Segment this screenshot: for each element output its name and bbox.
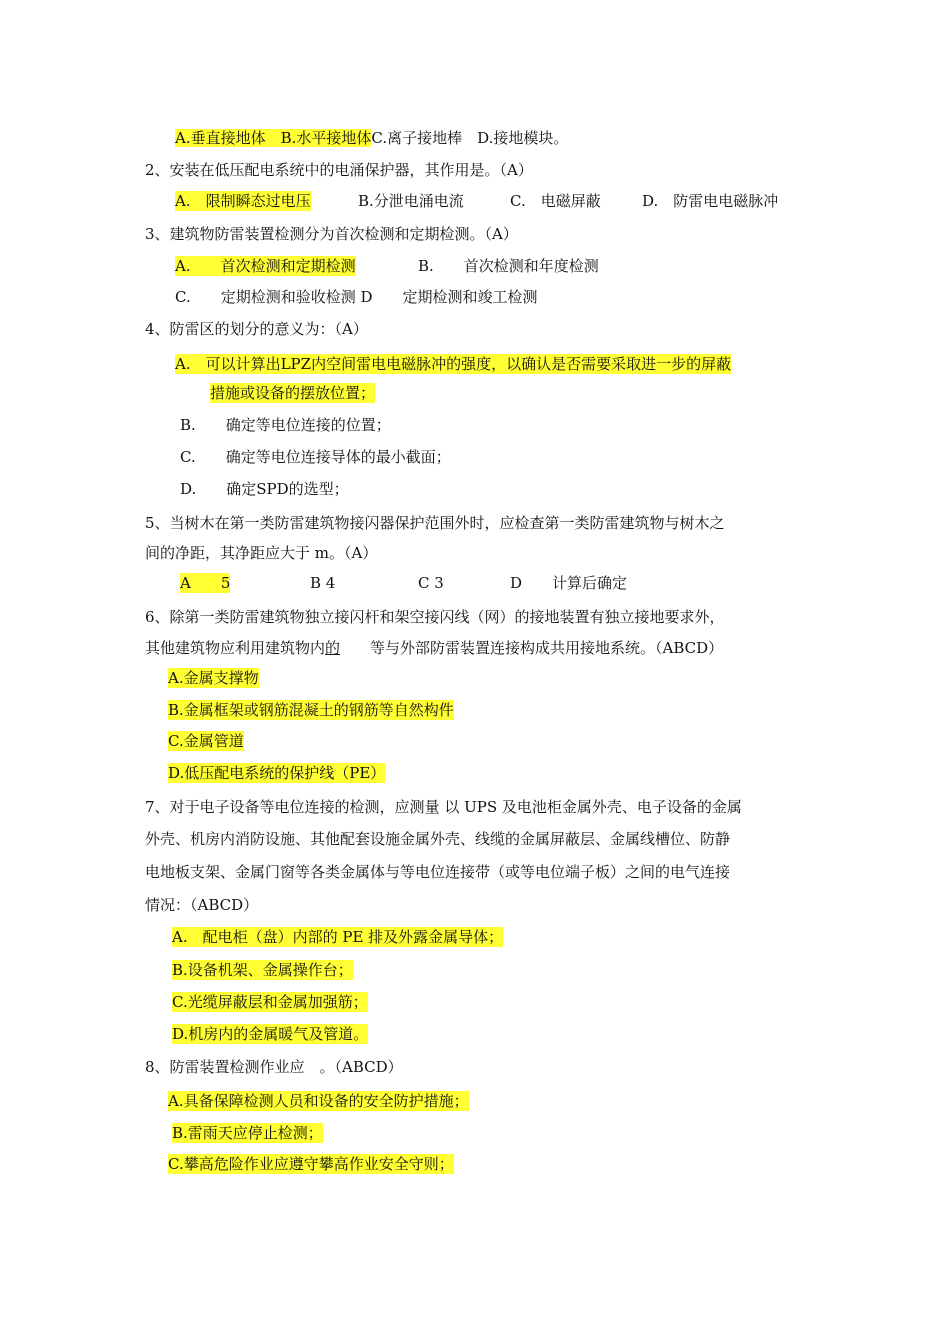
q3-option-a: A. 首次检测和定期检测 [175, 257, 356, 275]
q3-option-b: B. 首次检测和年度检测 [418, 257, 599, 275]
q5-option-b: B 4 [310, 574, 336, 592]
q2-option-d: D. 防雷电电磁脉冲 [642, 192, 779, 210]
q3-option-cd: C. 定期检测和验收检测 D 定期检测和竣工检测 [175, 288, 538, 306]
q6-blank: 的 [325, 639, 341, 657]
q7-option-b: B.设备机架、金属操作台； [172, 961, 353, 979]
q1-option-ab: A.垂直接地体 B.水平接地体 [175, 129, 372, 147]
q6-option-c: C.金属管道 [168, 732, 244, 750]
q7-option-a: A. 配电柜（盘）内部的 PE 排及外露金属导体； [172, 928, 504, 946]
q8-option-c: C.攀高危险作业应遵守攀高作业安全守则； [168, 1155, 454, 1173]
q4-stem: 4、防雷区的划分的意义为：（A） [145, 320, 368, 338]
q2-option-c: C. 电磁屏蔽 [510, 192, 601, 210]
q8-stem: 8、防雷装置检测作业应 。（ABCD） [145, 1058, 403, 1076]
q5-option-a: A 5 [180, 574, 231, 592]
q6-stem-line2 [145, 638, 723, 658]
q2-option-b: B.分泄电涌电流 [358, 192, 464, 210]
q5-option-d: D 计算后确定 [510, 574, 628, 592]
q8-option-a: A.具备保障检测人员和设备的安全防护措施； [168, 1092, 469, 1110]
q4-option-c: C. 确定等电位连接导体的最小截面； [180, 448, 451, 466]
q5-stem-line1: 5、当树木在第一类防雷建筑物接闪器保护范围外时，应检查第一类防雷建筑物与树木之 [145, 514, 725, 532]
q6-stem-part1: 其他建筑物应利用建筑物内 [145, 639, 326, 657]
q2-option-a: A. 限制瞬态过电压 [175, 192, 311, 210]
q6-option-a: A.金属支撑物 [168, 669, 259, 687]
q7-option-d: D.机房内的金属暖气及管道。 [172, 1025, 369, 1043]
q4-option-d: D. 确定SPD的选型； [180, 480, 349, 498]
q7-option-c: C.光缆屏蔽层和金属加强筋； [172, 993, 368, 1011]
q5-stem-line2: 间的净距，其净距应大于 m。（A） [145, 544, 378, 562]
q2-stem: 2、安装在低压配电系统中的电涌保护器，其作用是。（A） [145, 161, 533, 179]
q6-option-d: D.低压配电系统的保护线（PE） [168, 764, 386, 782]
q5-option-c: C 3 [418, 574, 444, 592]
q8-option-b: B.雷雨天应停止检测； [172, 1124, 323, 1142]
q6-stem-line1: 6、除第一类防雷建筑物独立接闪杆和架空接闪线（网）的接地装置有独立接地要求外， [145, 608, 725, 626]
q7-stem-line2: 外壳、机房内消防设施、其他配套设施金属外壳、线缆的金属屏蔽层、金属线槽位、防静 [145, 830, 731, 848]
q7-stem-line3: 电地板支架、金属门窗等各类金属体与等电位连接带（或等电位端子板）之间的电气连接 [145, 863, 731, 881]
q4-option-a-line1: A. 可以计算出LPZ内空间雷电电磁脉冲的强度，以确认是否需要采取进一步的屏蔽 [175, 355, 732, 373]
q6-option-b: B.金属框架或钢筋混凝土的钢筋等自然构件 [168, 701, 454, 719]
q4-option-a-line2: 措施或设备的摆放位置； [210, 384, 376, 402]
q1-options [175, 128, 568, 148]
q6-stem-part2: 等与外部防雷装置连接构成共用接地系统。（ABCD） [370, 639, 724, 657]
q3-stem: 3、建筑物防雷装置检测分为首次检测和定期检测。（A） [145, 225, 518, 243]
q7-stem-line1: 7、对于电子设备等电位连接的检测，应测量 以 UPS 及电池柜金属外壳、电子设备的金属 [145, 798, 742, 816]
q4-option-b: B. 确定等电位连接的位置； [180, 416, 391, 434]
q1-option-cd: C.离子接地棒 D.接地模块。 [371, 129, 569, 147]
q7-stem-line4: 情况：（ABCD） [145, 896, 259, 914]
